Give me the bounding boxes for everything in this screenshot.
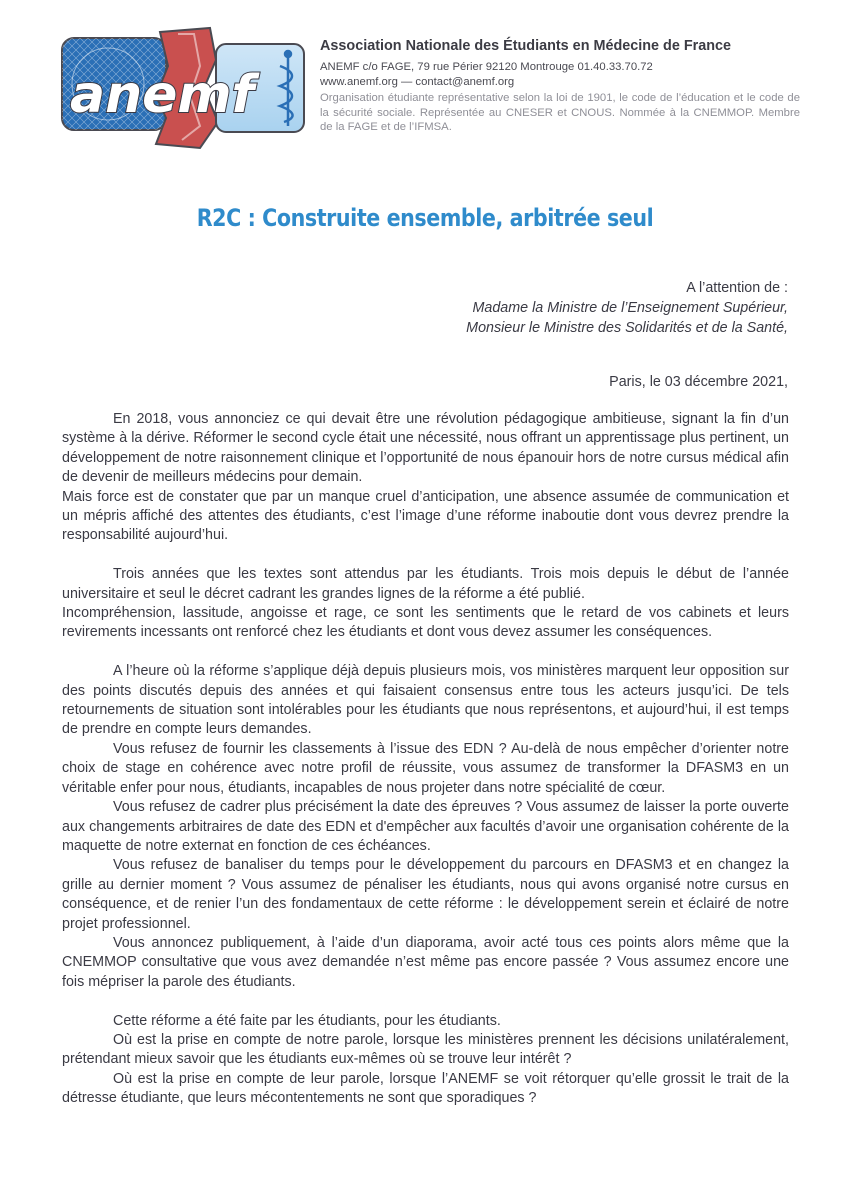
letter-body — [62, 410, 789, 1109]
logo-wordmark: anemf — [70, 65, 255, 125]
paragraph: Vous refusez de cadrer plus précisément la date des épreuves ? Vous assumez de laisser la porte ouverte aux changements arbitraires de date des EDN et d'empêcher aux facultés d’avoir une organisation cohérente de la maquette de notre externat en fonction de ces échéances. — [62, 799, 789, 854]
anemf-logo — [60, 26, 310, 152]
attention-line: A l’attention de : — [686, 280, 788, 296]
paragraph: Vous refusez de fournir les classements à l’issue des EDN ? Au-delà de nous empêcher d’orienter notre choix de stage en cohérence avec notre profil de réussite, vous assumez de transformer la DFASM3 en un véritable enfer pour nous, étudiants, incapables de nous projeter dans notre spécialité de cœur. — [62, 740, 789, 796]
paragraph: Incompréhension, lassitude, angoisse et rage, ce sont les sentiments que le retard de vos cabinets et leurs revirements incessants ont renforcé chez les étudiants et dont vous devez assumer les conséquences. — [62, 605, 789, 641]
paragraph: Où est la prise en compte de leur parole, lorsque l’ANEMF se voit rétorquer qu’elle grossit le trait de la détresse étudiante, que leurs mécontentements ne sont que sporadiques ? — [62, 1070, 789, 1107]
letterhead — [320, 38, 800, 135]
recipient-line: Madame la Ministre de l’Enseignement Supérieur, — [472, 300, 788, 316]
paragraph: Trois années que les textes sont attendus par les étudiants. Trois mois depuis le début de l’année universitaire et seul le décret cadrant les grandes lignes de la réforme a été publié. — [62, 566, 789, 602]
paragraph: Vous annoncez publiquement, à l’aide d’un diaporama, avoir acté tous ces points alors même que la CNEMMOP consultative que vous avez demandée n’est même pas encore passée ? Vous assumez encore une fois mépriser la parole des étudiants. — [62, 934, 789, 990]
date-line: Paris, le 03 décembre 2021, — [609, 374, 788, 390]
paragraph: Où est la prise en compte de notre parole, lorsque les ministères prennent les décisions unilatéralement, prétendant mieux savoir que les étudiants eux-mêmes où se trouve leur intérêt ? — [62, 1031, 789, 1068]
recipient-block — [466, 278, 788, 338]
paragraph: En 2018, vous annonciez ce qui devait être une révolution pédagogique ambitieuse, signant la fin d’un système à la dérive. Réformer le second cycle était une nécessité, nous offrant un apprentissage plus pertinent, un développement de notre raisonnement clinique et l’opportunité de nous épanouir hors de notre cursus médical afin de devenir de meilleurs médecins pour demain. — [62, 411, 789, 486]
paragraph: A l’heure où la réforme s’applique déjà depuis plusieurs mois, vos ministères marquent leur opposition sur des points discutés depuis des années et qui faisaient consensus entre tous les acteurs jusqu’ici. De tels retournements de situation sont intolérables pour les étudiants que nous représentons, et aujourd’hui, il est temps de prendre en compte leurs demandes. — [62, 663, 789, 738]
recipient-line: Monsieur le Ministre des Solidarités et de la Santé, — [466, 320, 788, 336]
organization-contacts: www.anemf.org — contact@anemf.org — [320, 75, 515, 88]
organization-name: Association Nationale des Étudiants en Médecine de France — [320, 38, 732, 54]
organization-address: ANEMF c/o FAGE, 79 rue Périer 92120 Montrouge 01.40.33.70.72 — [320, 61, 653, 73]
paragraph: Cette réforme a été faite par les étudiants, pour les étudiants. — [113, 1012, 501, 1029]
letter-title: R2C : Construite ensemble, arbitrée seul — [196, 204, 654, 232]
paragraph: Mais force est de constater que par un manque cruel d’anticipation, une absence assumée de communication et un mépris affiché des attentes des étudiants, c’est l’image d’une réforme inaboutie dont vous devrez prendre la responsabilité aujourd’hui. — [62, 488, 789, 544]
paragraph: Vous refusez de banaliser du temps pour le développement du parcours en DFASM3 et en changez la grille au dernier moment ? Vous assumez de pénaliser les étudiants, nous qui avons organisé notre cursus en conséquence, et de renier l’un des fondamentaux de cette réforme : le développement serein et éclairé de notre projet professionnel. — [62, 857, 789, 932]
organization-description: Organisation étudiante représentative selon la loi de 1901, le code de l’éducation et le code de la sécurité sociale. Représentée au CNESER et CNOUS. Nommée à la CNEMMOP. Membre de la FAGE et de l’IFMSA. — [320, 92, 800, 133]
